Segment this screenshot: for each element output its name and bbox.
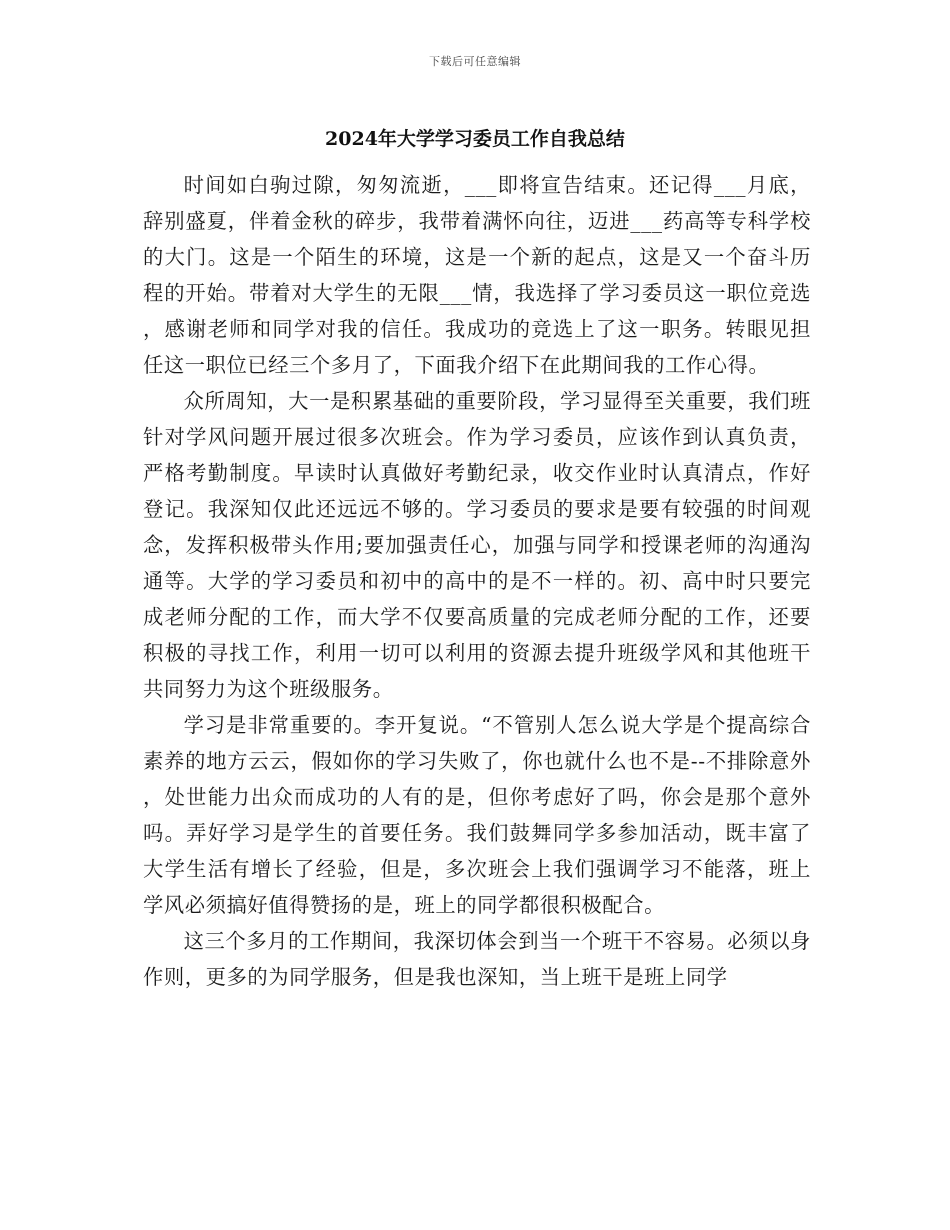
page-header-note: 下载后可任意编辑 bbox=[429, 55, 521, 68]
paragraph-3: 学习是非常重要的。李开复说。“不管别人怎么说大学是个提高综合素养的地方云云，假如你的学习失败了，你也就什么也不是--不排除意外，处世能力出众而成功的人有的是，但你考虑好了吗，你会是那个意外吗。弄好学习是学生的首要任务。我们鼓舞同学多参加活动，既丰富了大学生活有增长了经验，但是，多次班会上我们强调学习不能落，班上学风必须搞好值得赞扬的是，班上的同学都很积极配合。 bbox=[143, 713, 811, 917]
paragraph-4: 这三个多月的工作期间，我深切体会到当一个班干不容易。必须以身作则，更多的为同学服务，但是我也深知，当上班干是班上同学 bbox=[143, 929, 811, 989]
document-title: 2024年大学学习委员工作自我总结 bbox=[325, 128, 625, 150]
paragraph-2: 众所周知，大一是积累基础的重要阶段，学习显得至关重要，我们班针对学风问题开展过很多次班会。作为学习委员，应该作到认真负责，严格考勤制度。早读时认真做好考勤纪录，收交作业时认真清点，作好登记。我深知仅此还远远不够的。学习委员的要求是要有较强的时间观念，发挥积极带头作用;要加强责任心，加强与同学和授课老师的沟通沟通等。大学的学习委员和初中的高中的是不一样的。初、高中时只要完成老师分配的工作，而大学不仅要高质量的完成老师分配的工作，还要积极的寻找工作，利用一切可以利用的资源去提升班级学风和其他班干共同努力为这个班级服务。 bbox=[143, 389, 811, 701]
document-body bbox=[143, 167, 811, 995]
paragraph-1: 时间如白驹过隙，匆匆流逝，___即将宣告结束。还记得___月底，辞别盛夏，伴着金秋的碎步，我带着满怀向往，迈进___药高等专科学校的大门。这是一个陌生的环境，这是一个新的起点，这是又一个奋斗历程的开始。带着对大学生的无限___情，我选择了学习委员这一职位竞选，感谢老师和同学对我的信任。我成功的竞选上了这一职务。转眼见担任这一职位已经三个多月了，下面我介绍下在此期间我的工作心得。 bbox=[143, 173, 811, 377]
